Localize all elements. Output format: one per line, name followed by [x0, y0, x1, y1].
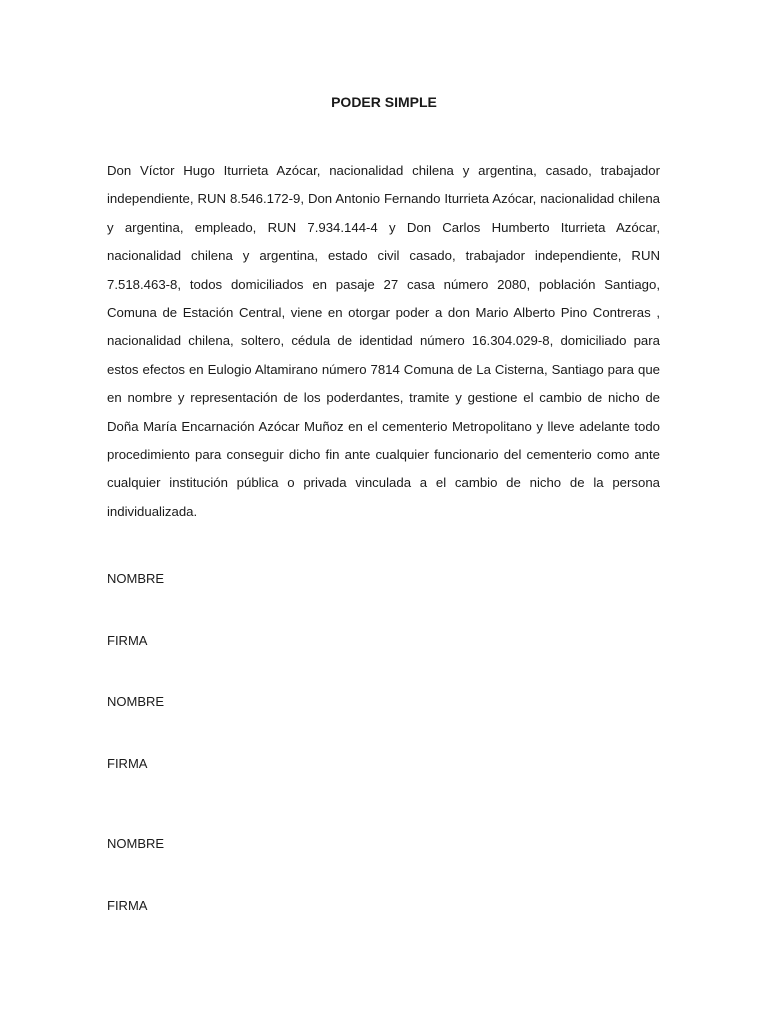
signature-3-sign-label: FIRMA: [107, 898, 148, 913]
signature-1-name-label: NOMBRE: [107, 571, 165, 586]
document-title: PODER SIMPLE: [331, 94, 437, 110]
document-body: Don Víctor Hugo Iturrieta Azócar, nacionalidad chilena y argentina, casado, trabajador independiente, RUN 8.546.172-9, Don Antonio Fernando Iturrieta Azócar, nacionalidad chilena y argentina, empleado, RUN 7.934.144-4 y Don Carlos Humberto Iturrieta Azócar, nacionalidad chilena y argentina, estado civil casado, trabajador independiente, RUN 7.518.463-8, todos domiciliados en pasaje 27 casa número 2080, población Santiago, Comuna de Estación Central, viene en otorgar poder a don Mario Alberto Pino Contreras , nacionalidad chilena, soltero, cédula de identidad número 16.304.029-8, domiciliado para estos efectos en Eulogio Altamirano número 7814 Comuna de La Cisterna, Santiago para que en nombre y representación de los poderdantes, tramite y gestione el cambio de nicho de Doña María Encarnación Azócar Muñoz en el cementerio Metropolitano y lleve adelante todo procedimiento para conseguir dicho fin ante cualquier funcionario del cementerio como ante cualquier institución pública o privada vinculada a el cambio de nicho de la persona individualizada.: [107, 163, 660, 519]
signature-2-sign-label: FIRMA: [107, 756, 148, 771]
signature-2-name-label: NOMBRE: [107, 694, 165, 709]
signature-1-sign-label: FIRMA: [107, 633, 148, 648]
signature-3-name-label: NOMBRE: [107, 836, 165, 851]
